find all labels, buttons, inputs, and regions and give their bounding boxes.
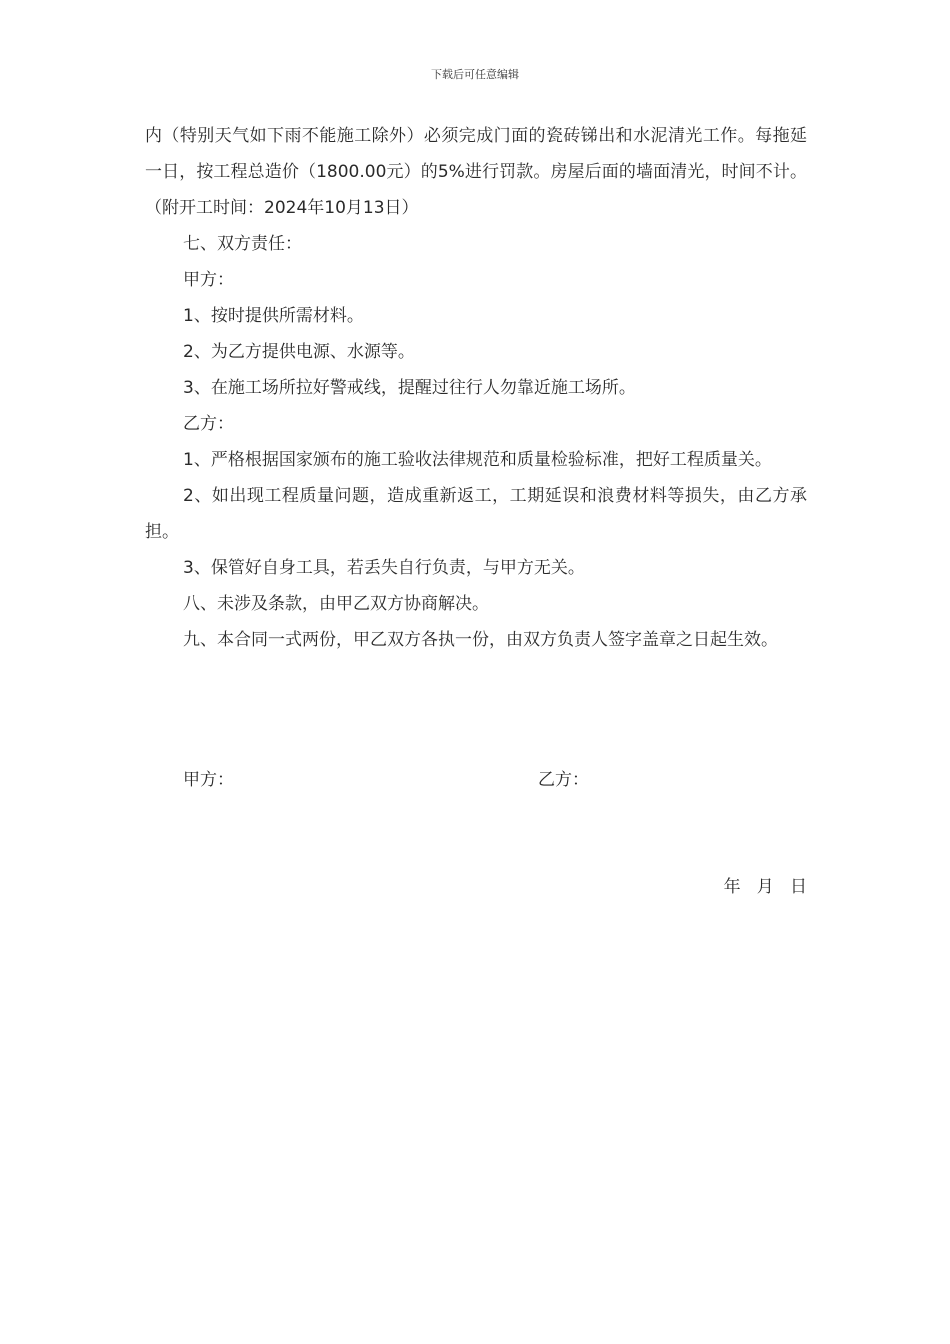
page-header: 下载后可任意编辑 (431, 68, 519, 81)
paragraph-penalty-clause: 内（特别天气如下雨不能施工除外）必须完成门面的瓷砖锑出和水泥清光工作。每拖延一日，按工程总造价（1800.00元）的5%进行罚款。房屋后面的墙面清光，时间不计。（附开工时间：2024年10月13日） (145, 126, 807, 218)
section-eight: 八、未涉及条款，由甲乙双方协商解决。 (183, 594, 489, 614)
party-a-duty-3: 3、在施工场所拉好警戒线，提醒过往行人勿靠近施工场所。 (183, 378, 636, 398)
party-b-duty-2: 2、如出现工程质量问题，造成重新返工，工期延误和浪费材料等损失，由乙方承担。 (145, 486, 807, 542)
party-a-signature-label: 甲方： (183, 770, 234, 790)
party-a-duty-1: 1、按时提供所需材料。 (183, 306, 364, 326)
section-nine: 九、本合同一式两份，甲乙双方各执一份，由双方负责人签字盖章之日起生效。 (183, 630, 778, 650)
contract-body (145, 118, 807, 658)
date-line: 年 月 日 (723, 877, 807, 897)
party-b-signature-label: 乙方： (538, 770, 589, 790)
party-b-duty-1: 1、严格根据国家颁布的施工验收法律规范和质量检验标准，把好工程质量关。 (183, 450, 772, 470)
section-seven-heading: 七、双方责任： (183, 234, 302, 254)
party-b-duty-3: 3、保管好自身工具，若丢失自行负责，与甲方无关。 (183, 558, 585, 578)
party-b-heading: 乙方： (183, 414, 234, 434)
party-a-heading: 甲方： (183, 270, 234, 290)
party-a-duty-2: 2、为乙方提供电源、水源等。 (183, 342, 415, 362)
